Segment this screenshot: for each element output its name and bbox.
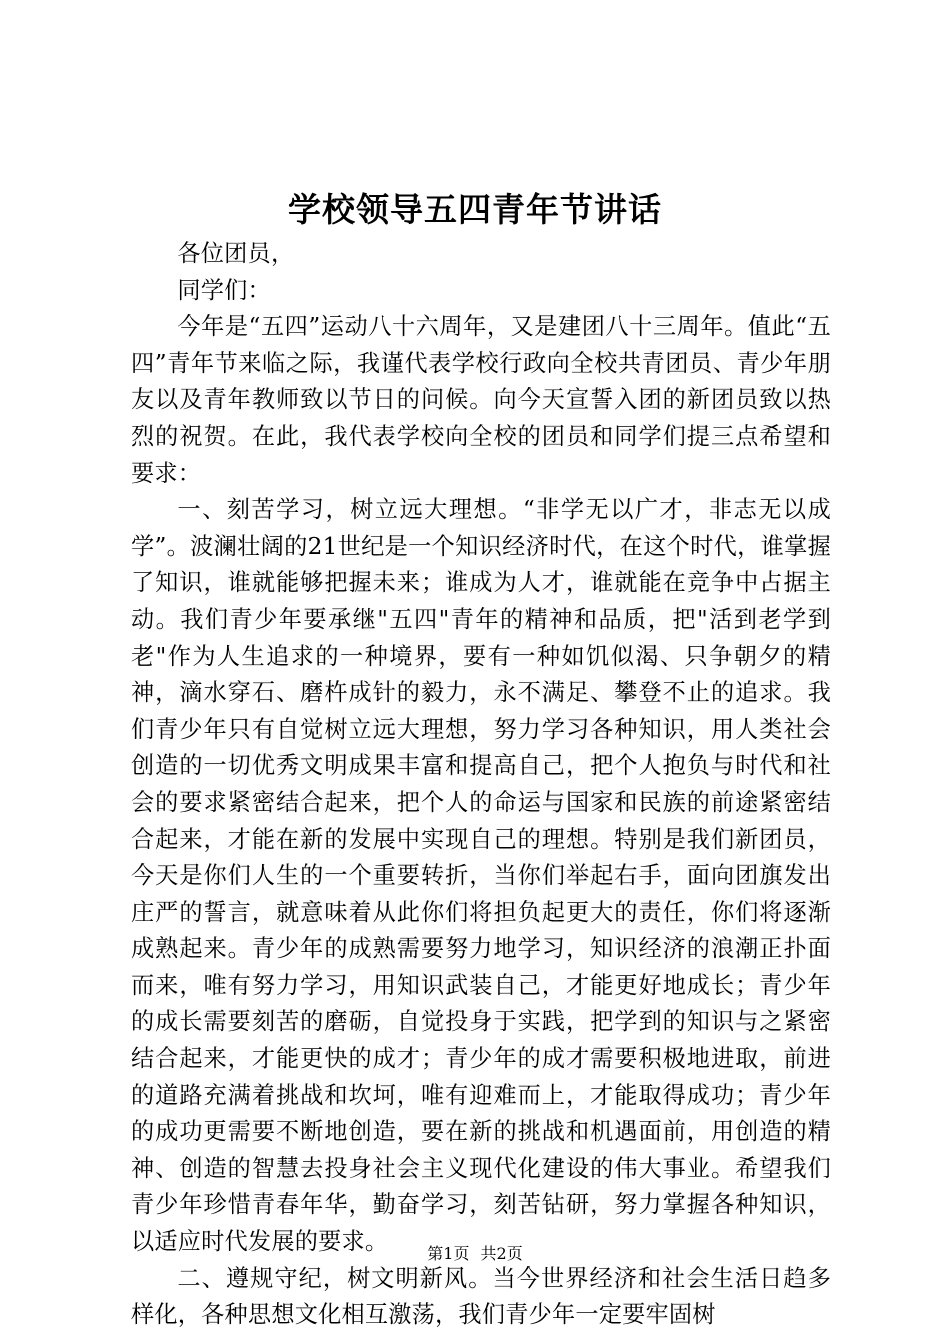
body-paragraph: 今年是“五四”运动八十六周年，又是建团八十三周年。值此“五四”青年节来临之际，我谨代表学校行政向全校共青团员、青少年朋友以及青年教师致以节日的问候。向今天宣誓入团的新团员致以热烈的祝贺。在此，我代表学校向全校的团员和同学们提三点希望和要求：: [131, 313, 831, 487]
page-number: 第1页: [427, 1244, 470, 1263]
page-total: 共2页: [480, 1244, 523, 1263]
body-paragraph: 二、遵规守纪，树文明新风。当今世界经济和社会生活日趋多样化，各种思想文化相互激荡，我们青少年一定要牢固树: [131, 1264, 831, 1329]
body-paragraph: 一、刻苦学习，树立远大理想。“非学无以广才，非志无以成学”。波澜壮阔的21世纪是一个知识经济时代，在这个时代，谁掌握了知识，谁就能够把握未来；谁成为人才，谁就能在竞争中占据主动。我们青少年要承继"五四"青年的精神和品质，把"活到老学到老"作为人生追求的一种境界，要有一种如饥似渴、只争朝夕的精神，滴水穿石、磨杵成针的毅力，永不满足、攀登不止的追求。我们青少年只有自觉树立远大理想，努力学习各种知识，用人类社会创造的一切优秀文明成果丰富和提高自己，把个人抱负与时代和社会的要求紧密结合起来，把个人的命运与国家和民族的前途紧密结合起来，才能在新的发展中实现自己的理想。特别是我们新团员，今天是你们人生的一个重要转折，当你们举起右手，面向团旗发出庄严的誓言，就意味着从此你们将担负起更大的责任，你们将逐渐成熟起来。青少年的成熟需要努力地学习，知识经济的浪潮正扑面而来，唯有努力学习，用知识武装自己，才能更好地成长；青少年的成长需要刻苦的磨砺，自觉投身于实践，把学到的知识与之紧密结合起来，才能更快的成才；青少年的成才需要积极地进取，前进的道路充满着挑战和坎坷，唯有迎难而上，才能取得成功；青少年的成功更需要不断地创造，要在新的挑战和机遇面前，用创造的精神、创造的智慧去投身社会主义现代化建设的伟大事业。希望我们青少年珍惜青春年华，勤奋学习，刻苦钻研，努力掌握各种知识，以适应时代发展的要求。: [131, 496, 831, 1256]
page-footer: [0, 1242, 950, 1266]
document-body: [131, 236, 831, 1334]
salutation-line: 同学们：: [177, 276, 271, 304]
document-title: 学校领导五四青年节讲话: [288, 190, 662, 229]
salutation-line: 各位团员，: [177, 240, 295, 267]
